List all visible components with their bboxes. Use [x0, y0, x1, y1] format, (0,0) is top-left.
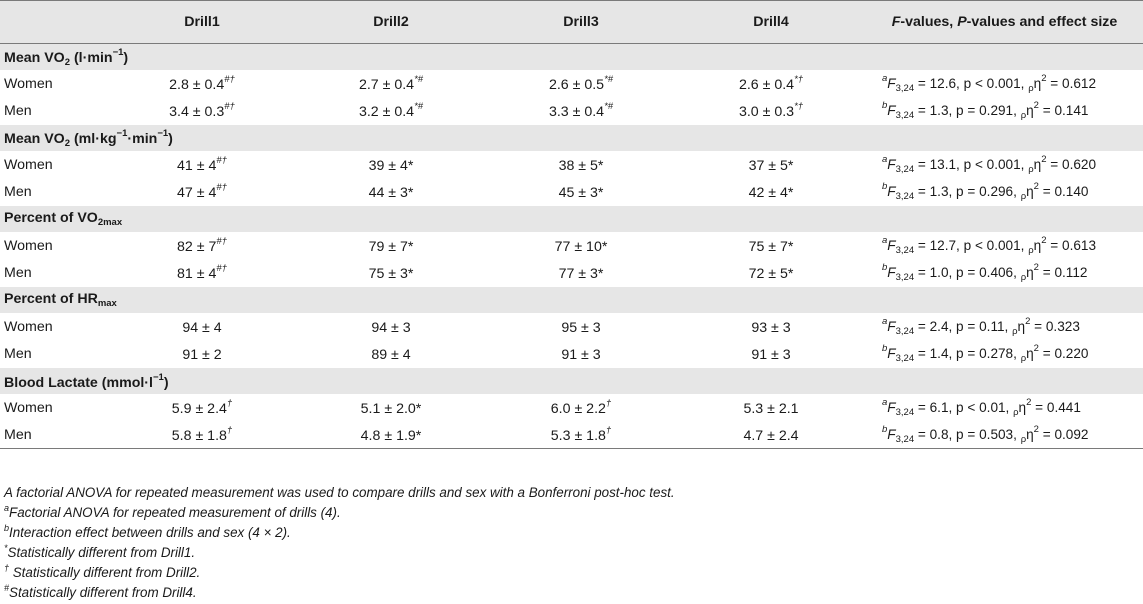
effect-size-value: = 0.140 — [1038, 184, 1089, 199]
data-cell — [296, 232, 486, 259]
statistics-cell — [866, 421, 1143, 449]
data-cell — [296, 421, 486, 449]
data-cell — [296, 178, 486, 206]
eta-symbol: η — [1033, 157, 1042, 172]
cell-value: 38 ± 5* — [558, 158, 604, 174]
section-title-part: ) — [168, 130, 173, 147]
data-cell — [676, 70, 866, 97]
stat-text: = 1.4, p = 0.278, — [914, 346, 1021, 361]
cell-value: 94 ± 4 — [182, 320, 222, 336]
section-title-part: max — [97, 298, 117, 309]
cell-value: 75 ± 3* — [368, 266, 414, 282]
header-drill4: Drill4 — [676, 1, 866, 44]
section-header-row — [0, 206, 1143, 233]
section-title-part: −1 — [116, 127, 128, 139]
row-label: Women — [4, 237, 53, 254]
effect-size-value: = 0.620 — [1046, 157, 1097, 172]
f-symbol: F — [887, 319, 896, 334]
significance-mark: #† — [216, 155, 227, 166]
footnote-marker: a — [4, 503, 10, 513]
cell-value: 2.7 ± 0.4 — [358, 77, 415, 93]
effect-size-value: = 0.112 — [1038, 265, 1088, 280]
statistics-cell — [866, 259, 1143, 287]
statistics-cell — [866, 178, 1143, 206]
f-symbol: F — [887, 346, 896, 361]
cell-value: 37 ± 5* — [748, 158, 794, 174]
header-drill1: Drill1 — [108, 1, 296, 44]
footnote-text: Statistically different from Drill2. — [9, 565, 201, 580]
significance-mark: † — [605, 425, 612, 436]
section-header-row — [0, 44, 1143, 71]
cell-value: 42 ± 4* — [748, 185, 794, 201]
section-title-part: ) — [123, 49, 129, 66]
cell-value: 5.1 ± 2.0* — [360, 401, 422, 417]
cell-value: 44 ± 3* — [368, 185, 414, 201]
significance-mark: #† — [224, 101, 235, 112]
footnote-marker: * — [4, 543, 8, 553]
data-cell — [676, 232, 866, 259]
row-label: Men — [4, 264, 32, 281]
data-cell — [296, 394, 486, 421]
data-cell — [676, 421, 866, 449]
significance-mark: #† — [216, 263, 227, 274]
significance-mark: #† — [224, 74, 235, 85]
eta-subscript: ρ — [1028, 245, 1034, 256]
df-subscript: 3,24 — [895, 245, 915, 256]
f-symbol: F — [887, 265, 896, 280]
section-title — [0, 287, 1143, 314]
section-header-row — [0, 368, 1143, 395]
footnote-mark: a — [882, 316, 888, 327]
cell-value: 77 ± 10* — [554, 239, 608, 255]
row-label: Women — [4, 75, 53, 92]
section-title-part: (l·min — [70, 49, 113, 66]
effect-size-value: = 0.141 — [1038, 103, 1089, 118]
data-cell — [108, 259, 296, 287]
statistics-cell — [866, 151, 1143, 178]
section-title-part: −1 — [152, 371, 164, 383]
cell-value: 91 ± 3 — [561, 347, 601, 363]
data-cell — [486, 97, 676, 125]
data-cell — [486, 178, 676, 206]
footnote-line — [4, 478, 1134, 498]
data-cell — [486, 340, 676, 368]
cell-value: 95 ± 3 — [561, 320, 601, 336]
footnote-line — [4, 498, 1134, 518]
cell-value: 77 ± 3* — [558, 266, 604, 282]
cell-value: 3.3 ± 0.4 — [548, 104, 605, 120]
f-symbol: F — [887, 400, 896, 415]
cell-value: 82 ± 7 — [177, 239, 217, 255]
eta-squared-exponent: 2 — [1041, 154, 1047, 165]
eta-symbol: η — [1018, 400, 1027, 415]
significance-mark: *# — [604, 101, 614, 112]
eta-subscript: ρ — [1020, 191, 1027, 202]
cell-value: 45 ± 3* — [558, 185, 604, 201]
table-row — [0, 70, 1143, 97]
data-cell — [676, 151, 866, 178]
significance-mark: *† — [794, 101, 804, 112]
eta-symbol: η — [1026, 184, 1034, 199]
table-row — [0, 97, 1143, 125]
section-title-part: Percent of HR — [4, 291, 98, 307]
eta-symbol: η — [1026, 103, 1034, 118]
table-row — [0, 394, 1143, 421]
cell-value: 6.0 ± 2.2 — [550, 401, 606, 417]
stat-text: = 1.3, p = 0.296, — [914, 184, 1021, 199]
cell-value: 72 ± 5* — [748, 266, 794, 282]
data-cell — [486, 232, 676, 259]
data-cell — [676, 394, 866, 421]
data-cell — [296, 70, 486, 97]
table-footnotes — [4, 478, 1134, 598]
section-title-part: ) — [163, 374, 169, 391]
footnote-marker: b — [4, 523, 10, 533]
stat-text: = 12.6, p < 0.001, — [914, 76, 1029, 91]
cell-value: 2.8 ± 0.4 — [169, 77, 225, 93]
row-label: Men — [0, 421, 108, 449]
stat-text: = 12.7, p < 0.001, — [914, 238, 1029, 253]
data-cell — [486, 259, 676, 287]
cell-value: 4.7 ± 2.4 — [743, 428, 799, 444]
header-row — [0, 1, 1143, 44]
section-title-part: 2 — [64, 137, 71, 149]
eta-squared-exponent: 2 — [1033, 343, 1039, 354]
section-header-row — [0, 287, 1143, 314]
data-cell — [108, 313, 296, 340]
eta-squared-exponent: 2 — [1033, 181, 1039, 192]
eta-symbol: η — [1026, 265, 1034, 280]
df-subscript: 3,24 — [895, 164, 915, 175]
footnote-mark: b — [882, 343, 888, 354]
footnote-line — [4, 538, 1134, 558]
footnote-text: Statistically different from Drill1. — [7, 545, 196, 560]
data-cell — [108, 97, 296, 125]
statistics-cell — [866, 394, 1143, 421]
eta-symbol: η — [1017, 319, 1026, 334]
data-cell — [108, 232, 296, 259]
eta-subscript: ρ — [1020, 434, 1027, 445]
eta-subscript: ρ — [1020, 353, 1027, 364]
data-cell — [108, 340, 296, 368]
stat-text: = 6.1, p < 0.01, — [914, 400, 1014, 415]
effect-size-value: = 0.613 — [1046, 238, 1097, 253]
eta-symbol: η — [1026, 427, 1034, 442]
df-subscript: 3,24 — [895, 326, 915, 337]
eta-squared-exponent: 2 — [1033, 262, 1039, 273]
cell-value: 93 ± 3 — [751, 320, 791, 336]
eta-subscript: ρ — [1013, 407, 1019, 418]
cell-value: 2.6 ± 0.5 — [548, 77, 605, 93]
significance-mark: † — [226, 398, 233, 409]
section-title-part: Percent of VO — [4, 210, 98, 226]
footnote-mark: a — [882, 397, 888, 408]
row-label: Men — [4, 183, 32, 200]
row-label: Women — [4, 318, 53, 335]
cell-value: 75 ± 7* — [748, 239, 794, 255]
significance-mark: *# — [414, 101, 424, 112]
table-body — [0, 44, 1143, 449]
effect-size-value: = 0.441 — [1031, 400, 1081, 415]
eta-subscript: ρ — [1028, 83, 1034, 94]
f-symbol: F — [887, 157, 896, 172]
data-cell — [486, 151, 676, 178]
f-symbol: F — [887, 427, 896, 442]
table-row — [0, 151, 1143, 178]
footnote-text: Statistically different from Drill4. — [9, 585, 197, 600]
section-title — [0, 206, 1143, 233]
cell-value: 91 ± 2 — [182, 347, 222, 363]
stat-text: = 1.0, p = 0.406, — [914, 265, 1021, 280]
cell-value: 5.3 ± 2.1 — [743, 401, 799, 417]
statistics-cell — [866, 97, 1143, 125]
cell-value: 4.8 ± 1.9* — [360, 428, 422, 444]
data-cell — [108, 70, 296, 97]
data-cell — [676, 259, 866, 287]
section-title-part: −1 — [157, 127, 169, 139]
data-cell — [108, 151, 296, 178]
footnote-line — [4, 558, 1134, 578]
cell-value: 3.4 ± 0.3 — [169, 104, 225, 120]
statistics-cell — [866, 70, 1143, 97]
f-symbol: F — [887, 184, 896, 199]
statistics-cell — [866, 232, 1143, 259]
df-subscript: 3,24 — [895, 353, 915, 364]
footnote-marker: † — [4, 563, 10, 573]
df-subscript: 3,24 — [895, 272, 915, 283]
eta-subscript: ρ — [1012, 326, 1018, 337]
eta-squared-exponent: 2 — [1026, 397, 1032, 408]
eta-squared-exponent: 2 — [1025, 316, 1031, 327]
section-header-row — [0, 125, 1143, 152]
eta-squared-exponent: 2 — [1041, 73, 1047, 84]
stat-text: = 0.8, p = 0.503, — [914, 427, 1021, 442]
effect-size-value: = 0.323 — [1030, 319, 1080, 334]
cell-value: 89 ± 4 — [371, 347, 411, 363]
data-cell — [486, 313, 676, 340]
df-subscript: 3,24 — [895, 110, 915, 121]
data-cell — [676, 178, 866, 206]
data-cell — [486, 70, 676, 97]
eta-symbol: η — [1033, 76, 1042, 91]
data-cell — [296, 97, 486, 125]
data-cell — [296, 259, 486, 287]
eta-squared-exponent: 2 — [1033, 424, 1039, 435]
significance-mark: #† — [216, 236, 227, 247]
cell-value: 5.9 ± 2.4 — [171, 401, 227, 417]
footnote-line — [4, 518, 1134, 538]
footnote-mark: b — [882, 100, 888, 111]
eta-squared-exponent: 2 — [1033, 100, 1039, 111]
cell-value: 39 ± 4* — [368, 158, 414, 174]
significance-mark: † — [605, 398, 612, 409]
eta-subscript: ρ — [1020, 110, 1027, 121]
section-title — [0, 368, 1143, 395]
table-row — [0, 259, 1143, 287]
header-drill2: Drill2 — [296, 1, 486, 44]
cell-value: 3.0 ± 0.3 — [738, 104, 795, 120]
row-label: Women — [4, 399, 53, 416]
stat-text: = 13.1, p < 0.001, — [914, 157, 1029, 172]
table-row — [0, 340, 1143, 368]
cell-value: 79 ± 7* — [368, 239, 414, 255]
stat-text: = 2.4, p = 0.11, — [914, 319, 1013, 334]
footnote-marker: # — [4, 583, 10, 593]
footnote-mark: b — [882, 181, 888, 192]
row-label: Women — [4, 156, 53, 173]
cell-value: 47 ± 4 — [177, 185, 217, 201]
cell-value: 94 ± 3 — [371, 320, 411, 336]
header-drill3: Drill3 — [486, 1, 676, 44]
cell-value: 81 ± 4 — [177, 266, 217, 282]
table-row — [0, 421, 1143, 449]
footnote-text: A factorial ANOVA for repeated measurement was used to compare drills and sex with a Bonferroni post-hoc test. — [4, 485, 675, 500]
significance-mark: *† — [794, 74, 804, 85]
cell-value: 3.2 ± 0.4 — [358, 104, 415, 120]
df-subscript: 3,24 — [895, 83, 915, 94]
section-title-part: (ml·kg — [70, 130, 117, 147]
footnote-text: Factorial ANOVA for repeated measurement of drills (4). — [9, 505, 341, 520]
data-cell — [296, 313, 486, 340]
section-title — [0, 125, 1143, 152]
significance-mark: #† — [216, 182, 227, 193]
header-empty — [0, 1, 108, 44]
data-cell — [676, 340, 866, 368]
df-subscript: 3,24 — [895, 434, 915, 445]
cell-value: 2.6 ± 0.4 — [738, 77, 795, 93]
section-title — [0, 44, 1143, 71]
section-title-part: ·min — [127, 130, 158, 147]
eta-squared-exponent: 2 — [1041, 235, 1047, 246]
eta-symbol: η — [1026, 346, 1034, 361]
table-row — [0, 178, 1143, 206]
eta-symbol: η — [1033, 238, 1042, 253]
statistics-cell — [866, 313, 1143, 340]
cell-value: 5.3 ± 1.8 — [550, 428, 606, 444]
section-title-part: Blood Lactate (mmol·l — [4, 374, 153, 391]
eta-subscript: ρ — [1028, 164, 1034, 175]
section-title-part: 2 — [64, 56, 71, 68]
df-subscript: 3,24 — [895, 407, 915, 418]
significance-mark: *# — [604, 74, 614, 85]
section-title-part: Mean VO — [4, 130, 65, 147]
footnote-line — [4, 578, 1134, 598]
effect-size-value: = 0.092 — [1038, 427, 1089, 442]
section-title-part: −1 — [112, 46, 124, 58]
data-cell — [296, 340, 486, 368]
section-title-part: Mean VO — [4, 49, 65, 66]
cell-value: 91 ± 3 — [751, 347, 791, 363]
f-symbol: F — [887, 238, 896, 253]
f-symbol: F — [887, 76, 896, 91]
effect-size-value: = 0.612 — [1046, 76, 1097, 91]
data-cell — [108, 178, 296, 206]
eta-subscript: ρ — [1020, 272, 1027, 283]
row-label: Men — [4, 345, 32, 362]
data-cell — [676, 97, 866, 125]
footnote-mark: a — [882, 73, 888, 84]
cell-value: 41 ± 4 — [177, 158, 217, 174]
df-subscript: 3,24 — [895, 191, 915, 202]
stat-text: = 1.3, p = 0.291, — [914, 103, 1021, 118]
statistics-cell — [866, 340, 1143, 368]
data-cell — [108, 394, 296, 421]
effect-size-value: = 0.220 — [1038, 346, 1089, 361]
footnote-mark: a — [882, 235, 888, 246]
footnote-mark: a — [882, 154, 888, 165]
footnote-mark: b — [882, 424, 888, 435]
f-symbol: F — [887, 103, 896, 118]
data-cell — [486, 394, 676, 421]
data-cell — [296, 151, 486, 178]
footnote-mark: b — [882, 262, 888, 273]
data-cell — [108, 421, 296, 449]
footnote-text: Interaction effect between drills and sex (4 × 2). — [9, 525, 291, 540]
row-label: Men — [4, 102, 32, 119]
table-row — [0, 313, 1143, 340]
significance-mark: † — [226, 425, 233, 436]
data-cell — [486, 421, 676, 449]
table-row — [0, 232, 1143, 259]
header-statistics: F-values, P-values and effect size — [866, 1, 1143, 44]
cell-value: 5.8 ± 1.8 — [171, 428, 227, 444]
section-title-part: 2max — [97, 217, 123, 228]
data-cell — [676, 313, 866, 340]
significance-mark: *# — [414, 74, 424, 85]
